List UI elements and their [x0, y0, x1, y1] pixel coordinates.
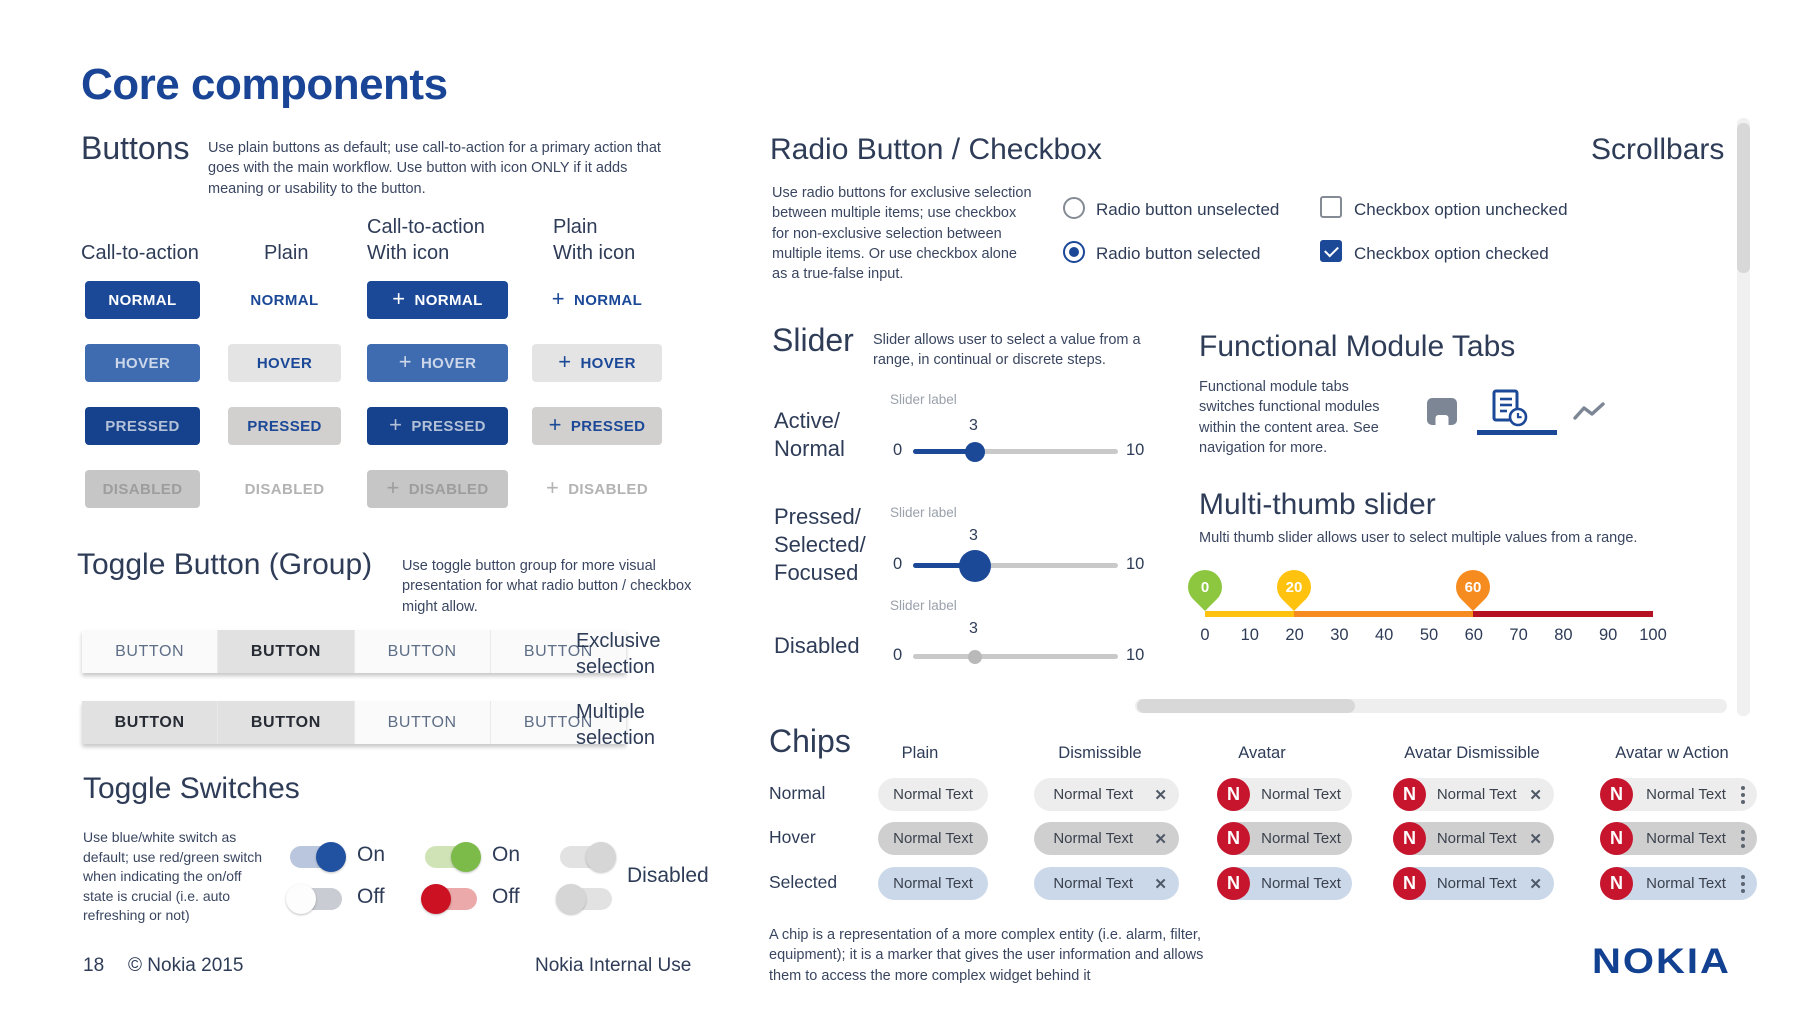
- slider-description: Slider allows user to select a value from a range, in continual or discrete steps.: [873, 332, 1141, 369]
- slider-value: 3: [969, 527, 978, 544]
- slider-state-active: Active/ Normal: [774, 408, 845, 462]
- tick-label: 50: [1419, 626, 1439, 644]
- chip-avatar-action[interactable]: N Normal Text: [1600, 867, 1757, 900]
- tick-label: 100: [1639, 626, 1667, 644]
- slider-pin-yellow[interactable]: 20: [1270, 563, 1318, 611]
- toggle-button[interactable]: BUTTON: [355, 630, 491, 673]
- off-label: Off: [492, 885, 520, 908]
- plus-icon: +: [389, 411, 403, 437]
- toggle-button[interactable]: BUTTON: [491, 630, 626, 673]
- plus-icon: +: [548, 411, 562, 437]
- plain-button-normal[interactable]: NORMAL: [250, 291, 319, 309]
- chip-avatar-action[interactable]: N Normal Text: [1600, 822, 1757, 855]
- trend-chart-icon[interactable]: [1572, 400, 1608, 429]
- plus-icon: +: [551, 285, 565, 311]
- column-label-cta: Call-to-action: [81, 242, 199, 264]
- cta-icon-button-hover[interactable]: + HOVER: [367, 344, 508, 382]
- radio-unselected-label: Radio button unselected: [1096, 200, 1280, 219]
- chips-column-plain: Plain: [901, 744, 939, 762]
- switch-knob: [586, 842, 616, 872]
- avatar: N: [1600, 778, 1633, 811]
- slider-thumb-disabled: [968, 650, 982, 664]
- scrollbars-heading: Scrollbars: [1591, 133, 1725, 166]
- track-segment-yellow: [1205, 611, 1294, 617]
- page-number: 18: [83, 955, 105, 976]
- chips-row-selected: Selected: [769, 872, 838, 892]
- slider-heading: Slider: [772, 322, 854, 358]
- chip-dismissible[interactable]: Normal Text ✕: [1034, 778, 1179, 811]
- chip-avatar-action[interactable]: N Normal Text: [1600, 778, 1757, 811]
- track-segment-red: [1473, 611, 1653, 617]
- buttons-heading: Buttons: [81, 130, 190, 166]
- slider-track[interactable]: [913, 563, 1118, 568]
- checkbox-checked-label: Checkbox option checked: [1354, 244, 1549, 263]
- chips-row-hover: Hover: [769, 827, 816, 847]
- report-clock-icon[interactable]: [1490, 388, 1528, 433]
- slider-label: Slider label: [890, 505, 957, 520]
- slider-state-pressed: Pressed/ Selected/ Focused: [774, 504, 866, 586]
- slider-value: 3: [969, 417, 978, 434]
- toggle-button[interactable]: BUTTON: [355, 701, 491, 744]
- chips-description: A chip is a representation of a more complex entity (i.e. alarm, filter, equipment); it is a marker that gives the user information and allows them to access the more complex widget behind it: [769, 927, 1204, 984]
- plain-icon-button-normal[interactable]: + NORMAL: [551, 285, 643, 311]
- chip-avatar[interactable]: N Normal Text: [1217, 822, 1352, 855]
- radio-checkbox-heading: Radio Button / Checkbox: [770, 133, 1102, 166]
- tick-label: 60: [1464, 626, 1483, 644]
- avatar: N: [1393, 778, 1426, 811]
- tick-label: 90: [1599, 626, 1618, 644]
- close-icon[interactable]: ✕: [1154, 786, 1167, 804]
- toggle-switch-green-on[interactable]: [425, 846, 477, 868]
- exclusive-selection-label: Exclusive selection: [576, 630, 661, 679]
- plus-icon: +: [392, 285, 406, 311]
- avatar: N: [1600, 822, 1633, 855]
- chip-avatar[interactable]: N Normal Text: [1217, 867, 1352, 900]
- chips-column-avatar-dismissible: Avatar Dismissible: [1404, 744, 1540, 762]
- plain-icon-button-disabled: + DISABLED: [545, 474, 649, 500]
- chips-column-avatar: Avatar: [1238, 744, 1286, 762]
- disabled-label: Disabled: [627, 864, 709, 887]
- toggle-button-group-multiple: [82, 701, 626, 744]
- close-icon[interactable]: ✕: [1529, 875, 1542, 893]
- cta-icon-button-disabled: + DISABLED: [367, 470, 508, 508]
- cta-icon-button-normal[interactable]: + NORMAL: [367, 281, 508, 319]
- plain-button-hover[interactable]: HOVER: [228, 344, 341, 382]
- check-icon: [1324, 242, 1339, 257]
- functional-tabs-description: Functional module tabs switches functional modules within the content area. See navigation for more.: [1199, 379, 1380, 456]
- overflow-menu-icon[interactable]: [1739, 830, 1757, 848]
- tick-label: 70: [1509, 626, 1528, 644]
- close-icon[interactable]: ✕: [1154, 875, 1167, 893]
- cta-button-pressed[interactable]: PRESSED: [85, 407, 200, 445]
- toggle-switches-description: Use blue/white switch as default; use red/green switch when indicating the on/off state is crucial (i.e. auto refreshing or not): [83, 829, 262, 924]
- slider-min: 0: [893, 555, 903, 573]
- classification: Nokia Internal Use: [535, 955, 692, 976]
- radio-selected-label: Radio button selected: [1096, 244, 1261, 263]
- radio-selected[interactable]: [1063, 241, 1085, 263]
- chip-avatar-dismissible[interactable]: N Normal Text ✕: [1393, 822, 1554, 855]
- toggle-switch-red-off[interactable]: [425, 888, 477, 910]
- slider-track-disabled: [913, 654, 1118, 659]
- avatar: N: [1217, 778, 1250, 811]
- chip-avatar-dismissible[interactable]: N Normal Text ✕: [1393, 867, 1554, 900]
- multi-thumb-heading: Multi-thumb slider: [1199, 488, 1436, 521]
- functional-tabs-heading: Functional Module Tabs: [1199, 330, 1516, 363]
- off-label: Off: [357, 885, 385, 908]
- tick-label: 80: [1554, 626, 1573, 644]
- slider-label: Slider label: [890, 598, 957, 613]
- chip-avatar[interactable]: N Normal Text: [1217, 778, 1352, 811]
- toggle-switch-white-off[interactable]: [290, 888, 342, 910]
- horizontal-scrollbar-thumb[interactable]: [1137, 699, 1355, 713]
- avatar: N: [1217, 822, 1250, 855]
- switch-knob[interactable]: [286, 884, 316, 914]
- vertical-scrollbar[interactable]: [1737, 118, 1750, 716]
- toggle-switch-disabled-on: [560, 846, 612, 868]
- slider-pin-orange[interactable]: 60: [1449, 563, 1497, 611]
- slider-value: 3: [969, 620, 978, 637]
- on-label: On: [492, 843, 521, 866]
- avatar: N: [1600, 867, 1633, 900]
- cta-button-disabled: DISABLED: [85, 470, 200, 508]
- plus-icon: +: [386, 474, 400, 500]
- close-icon[interactable]: ✕: [1529, 786, 1542, 804]
- toggle-switch-blue-on[interactable]: [290, 846, 342, 868]
- column-label-plain: Plain: [264, 242, 309, 264]
- chip-plain[interactable]: Normal Text: [878, 822, 988, 855]
- chip-dismissible[interactable]: Normal Text ✕: [1034, 822, 1179, 855]
- plus-icon: +: [545, 474, 560, 500]
- chip-plain[interactable]: Normal Text: [878, 778, 988, 811]
- avatar: N: [1393, 822, 1426, 855]
- chips-column-avatar-action: Avatar w Action: [1615, 744, 1729, 762]
- tick-label: 30: [1330, 626, 1349, 644]
- track-segment-orange: [1294, 611, 1473, 617]
- plain-icon-button-pressed[interactable]: + PRESSED: [532, 407, 662, 445]
- cta-button-normal[interactable]: NORMAL: [85, 281, 200, 319]
- toggle-button[interactable]: BUTTON: [491, 701, 626, 744]
- chip-dismissible[interactable]: Normal Text ✕: [1034, 867, 1179, 900]
- chips-heading: Chips: [769, 723, 851, 759]
- slider-max: 10: [1126, 441, 1145, 459]
- switch-knob[interactable]: [421, 884, 451, 914]
- buttons-description: Use plain buttons as default; use call-to-action for a primary action that goes with the main workflow. Use button with icon ONLY if it adds meaning or usability to the button.: [208, 140, 661, 197]
- close-icon[interactable]: ✕: [1154, 830, 1167, 848]
- toggle-switch-disabled-off: [560, 888, 612, 910]
- toggle-button-selected[interactable]: BUTTON: [82, 701, 218, 744]
- overflow-menu-icon[interactable]: [1739, 786, 1757, 804]
- radio-checkbox-description: Use radio buttons for exclusive selection between multiple items; use checkbox for non-exclusive selection between multiple items. Or use checkbox alone as a true-false input.: [772, 185, 1032, 283]
- nokia-logo: NOKIA: [1592, 942, 1731, 981]
- switch-knob[interactable]: [451, 842, 481, 872]
- horizontal-scrollbar[interactable]: [1135, 699, 1727, 713]
- slider-min: 0: [893, 646, 903, 664]
- plus-icon: +: [398, 348, 412, 374]
- slider-min: 0: [893, 441, 903, 459]
- avatar: N: [1217, 867, 1250, 900]
- tick-label: 20: [1285, 626, 1304, 644]
- plus-icon: +: [558, 348, 572, 374]
- close-icon[interactable]: ✕: [1529, 830, 1542, 848]
- tick-label: 40: [1375, 626, 1394, 644]
- slider-max: 10: [1126, 646, 1145, 664]
- radio-dot: [1069, 247, 1079, 257]
- toggle-group-heading: Toggle Button (Group): [77, 548, 373, 581]
- multiple-selection-label: Multiple selection: [576, 701, 655, 750]
- plain-button-disabled: DISABLED: [244, 480, 325, 498]
- toggle-group-description: Use toggle button group for more visual presentation for what radio button / checkbox might allow.: [402, 558, 692, 615]
- checkbox-unchecked[interactable]: [1320, 196, 1342, 218]
- multi-thumb-description: Multi thumb slider allows user to select multiple values from a range.: [1199, 530, 1638, 546]
- switch-knob: [556, 884, 586, 914]
- on-label: On: [357, 843, 386, 866]
- slider-state-disabled: Disabled: [774, 633, 860, 658]
- tick-label: 10: [1240, 626, 1259, 644]
- toggle-button-group-exclusive: [82, 630, 626, 673]
- plain-icon-button-hover[interactable]: + HOVER: [532, 344, 662, 382]
- slider-max: 10: [1126, 555, 1145, 573]
- radio-unselected[interactable]: [1063, 197, 1085, 219]
- chips-row-normal: Normal: [769, 783, 826, 803]
- column-label-cta-icon: Call-to-action With icon: [367, 216, 485, 265]
- content-module-icon[interactable]: [1427, 398, 1457, 425]
- checkbox-checked[interactable]: [1320, 240, 1342, 262]
- avatar: N: [1393, 867, 1426, 900]
- slider-thumb[interactable]: [965, 442, 985, 462]
- slider-pin-green[interactable]: 0: [1181, 563, 1229, 611]
- chips-column-dismissible: Dismissible: [1058, 744, 1142, 762]
- chip-plain[interactable]: Normal Text: [878, 867, 988, 900]
- selected-tab-underline: [1477, 430, 1557, 435]
- cta-icon-button-pressed[interactable]: + PRESSED: [367, 407, 508, 445]
- page-title: Core components: [81, 60, 448, 109]
- overflow-menu-icon[interactable]: [1739, 875, 1757, 893]
- slider-track[interactable]: [913, 449, 1118, 454]
- toggle-button-selected[interactable]: BUTTON: [218, 630, 354, 673]
- plain-button-pressed[interactable]: PRESSED: [228, 407, 341, 445]
- switch-knob[interactable]: [316, 842, 346, 872]
- vertical-scrollbar-thumb[interactable]: [1737, 123, 1750, 273]
- toggle-switches-heading: Toggle Switches: [83, 772, 300, 805]
- toggle-button-selected[interactable]: BUTTON: [218, 701, 354, 744]
- tick-label: 0: [1200, 626, 1210, 644]
- column-label-plain-icon: Plain With icon: [553, 216, 636, 265]
- copyright: © Nokia 2015: [128, 955, 244, 976]
- slider-label: Slider label: [890, 392, 957, 407]
- checkbox-unchecked-label: Checkbox option unchecked: [1354, 200, 1568, 219]
- toggle-button[interactable]: BUTTON: [82, 630, 218, 673]
- multi-thumb-track[interactable]: [1205, 611, 1653, 617]
- slider-thumb-large[interactable]: [959, 550, 991, 582]
- cta-button-hover[interactable]: HOVER: [85, 344, 200, 382]
- chip-avatar-dismissible[interactable]: N Normal Text ✕: [1393, 778, 1554, 811]
